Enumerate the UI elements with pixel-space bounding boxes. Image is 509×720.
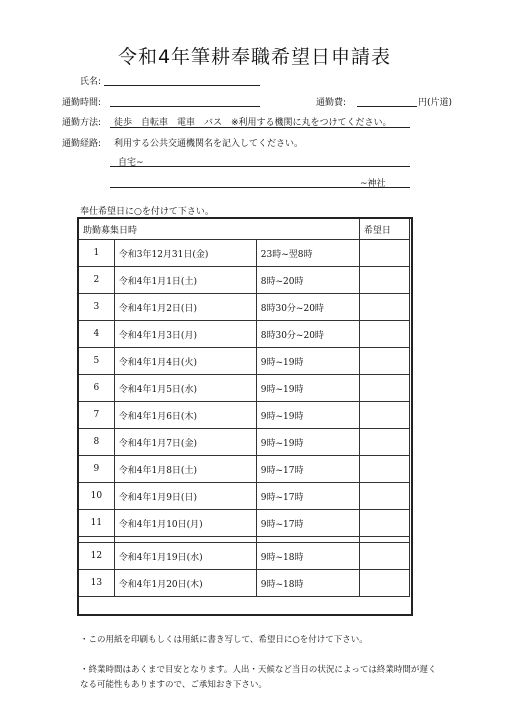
row-num: 13 xyxy=(79,570,115,597)
table-row xyxy=(79,294,410,321)
row-date: 令和4年1月1日(土) xyxy=(114,267,256,294)
commute-cost-field[interactable] xyxy=(357,106,417,107)
row-num: 10 xyxy=(79,483,115,510)
wish-cell[interactable] xyxy=(359,483,409,510)
wish-cell[interactable] xyxy=(359,294,409,321)
row-num: 4 xyxy=(79,321,115,348)
commute-time-label: 通勤時間: xyxy=(62,98,102,108)
route-start-label: 自宅~ xyxy=(118,158,144,168)
row-time: 9時~19時 xyxy=(256,429,359,456)
name-label: 氏名: xyxy=(80,77,102,87)
row-time: 9時~19時 xyxy=(256,348,359,375)
row-time: 9時~19時 xyxy=(256,402,359,429)
row-num: 2 xyxy=(79,267,115,294)
table-row xyxy=(79,375,410,402)
row-time: 9時~17時 xyxy=(256,483,359,510)
row-time: 8時30分~20時 xyxy=(256,321,359,348)
wish-cell[interactable] xyxy=(359,510,409,537)
row-num: 8 xyxy=(79,429,115,456)
route-line-2[interactable] xyxy=(110,187,410,188)
header-main: 助勤募集日時 xyxy=(79,219,360,240)
commute-cost-label: 通勤費: xyxy=(316,98,347,108)
schedule-instruction: 奉仕希望日に○を付けて下さい。 xyxy=(80,207,214,217)
note-end-time: ・終業時間はあくまで目安となります。人出・天候など当日の状況によっては終業時間が遅くなる可能性もありますので、ご承知おき下さい。 xyxy=(80,665,437,690)
commute-time-field[interactable] xyxy=(110,106,260,107)
row-date: 令和4年1月10日(月) xyxy=(114,510,256,537)
row-date: 令和4年1月4日(火) xyxy=(114,348,256,375)
schedule-table xyxy=(78,218,410,597)
commute-route-instruction: 利用する公共交通機関名を記入してください。 xyxy=(114,139,304,149)
row-time: 8時30分~20時 xyxy=(256,294,359,321)
commute-method-label: 通勤方法: xyxy=(62,118,102,128)
commute-cost-unit: 円(片道) xyxy=(418,98,453,108)
table-row xyxy=(79,321,410,348)
wish-cell[interactable] xyxy=(359,402,409,429)
wish-cell[interactable] xyxy=(359,375,409,402)
row-date: 令和4年1月3日(月) xyxy=(114,321,256,348)
row-date: 令和4年1月7日(金) xyxy=(114,429,256,456)
commute-method-options: 徒歩 自転車 電車 バス ※利用する機関に丸をつけてください。 xyxy=(114,118,392,128)
row-date: 令和4年1月2日(日) xyxy=(114,294,256,321)
row-time: 9時~19時 xyxy=(256,375,359,402)
row-date: 令和4年1月20日(木) xyxy=(114,570,256,597)
table-row xyxy=(79,483,410,510)
wish-cell[interactable] xyxy=(359,240,409,267)
wish-cell[interactable] xyxy=(359,543,409,570)
table-row xyxy=(79,267,410,294)
wish-cell[interactable] xyxy=(359,348,409,375)
row-date: 令和4年1月5日(水) xyxy=(114,375,256,402)
table-row xyxy=(79,543,410,570)
row-num: 5 xyxy=(79,348,115,375)
table-row xyxy=(79,348,410,375)
page-title: 令和4年筆耕奉職希望日申請表 xyxy=(117,46,392,68)
wish-cell[interactable] xyxy=(359,570,409,597)
table-row xyxy=(79,240,410,267)
row-date: 令和4年1月8日(土) xyxy=(114,456,256,483)
row-time: 8時~20時 xyxy=(256,267,359,294)
row-date: 令和4年1月9日(日) xyxy=(114,483,256,510)
table-header-row xyxy=(79,219,410,240)
name-field[interactable] xyxy=(104,85,260,86)
row-num: 3 xyxy=(79,294,115,321)
commute-route-label: 通勤経路: xyxy=(62,139,102,149)
row-time: 9時~18時 xyxy=(256,543,359,570)
row-num: 12 xyxy=(79,543,115,570)
row-time: 23時~翌8時 xyxy=(256,240,359,267)
row-time: 9時~17時 xyxy=(256,456,359,483)
wish-cell[interactable] xyxy=(359,429,409,456)
table-row xyxy=(79,570,410,597)
wish-cell[interactable] xyxy=(359,267,409,294)
route-end-label: ~神社 xyxy=(360,179,386,189)
route-line-1[interactable] xyxy=(110,166,410,167)
table-row xyxy=(79,510,410,537)
row-num: 11 xyxy=(79,510,115,537)
note-print: ・この用紙を印刷もしくは用紙に書き写して、希望日に○を付けて下さい。 xyxy=(80,635,368,645)
wish-cell[interactable] xyxy=(359,321,409,348)
row-date: 令和4年1月6日(木) xyxy=(114,402,256,429)
table-row xyxy=(79,429,410,456)
row-time: 9時~17時 xyxy=(256,510,359,537)
row-num: 6 xyxy=(79,375,115,402)
row-num: 7 xyxy=(79,402,115,429)
row-date: 令和3年12月31日(金) xyxy=(114,240,256,267)
wish-cell[interactable] xyxy=(359,456,409,483)
row-date: 令和4年1月19日(水) xyxy=(114,543,256,570)
table-row xyxy=(79,402,410,429)
row-time: 9時~18時 xyxy=(256,570,359,597)
commute-method-underline xyxy=(110,127,410,128)
row-num: 1 xyxy=(79,240,115,267)
table-row xyxy=(79,456,410,483)
header-wish: 希望日 xyxy=(359,219,409,240)
row-num: 9 xyxy=(79,456,115,483)
